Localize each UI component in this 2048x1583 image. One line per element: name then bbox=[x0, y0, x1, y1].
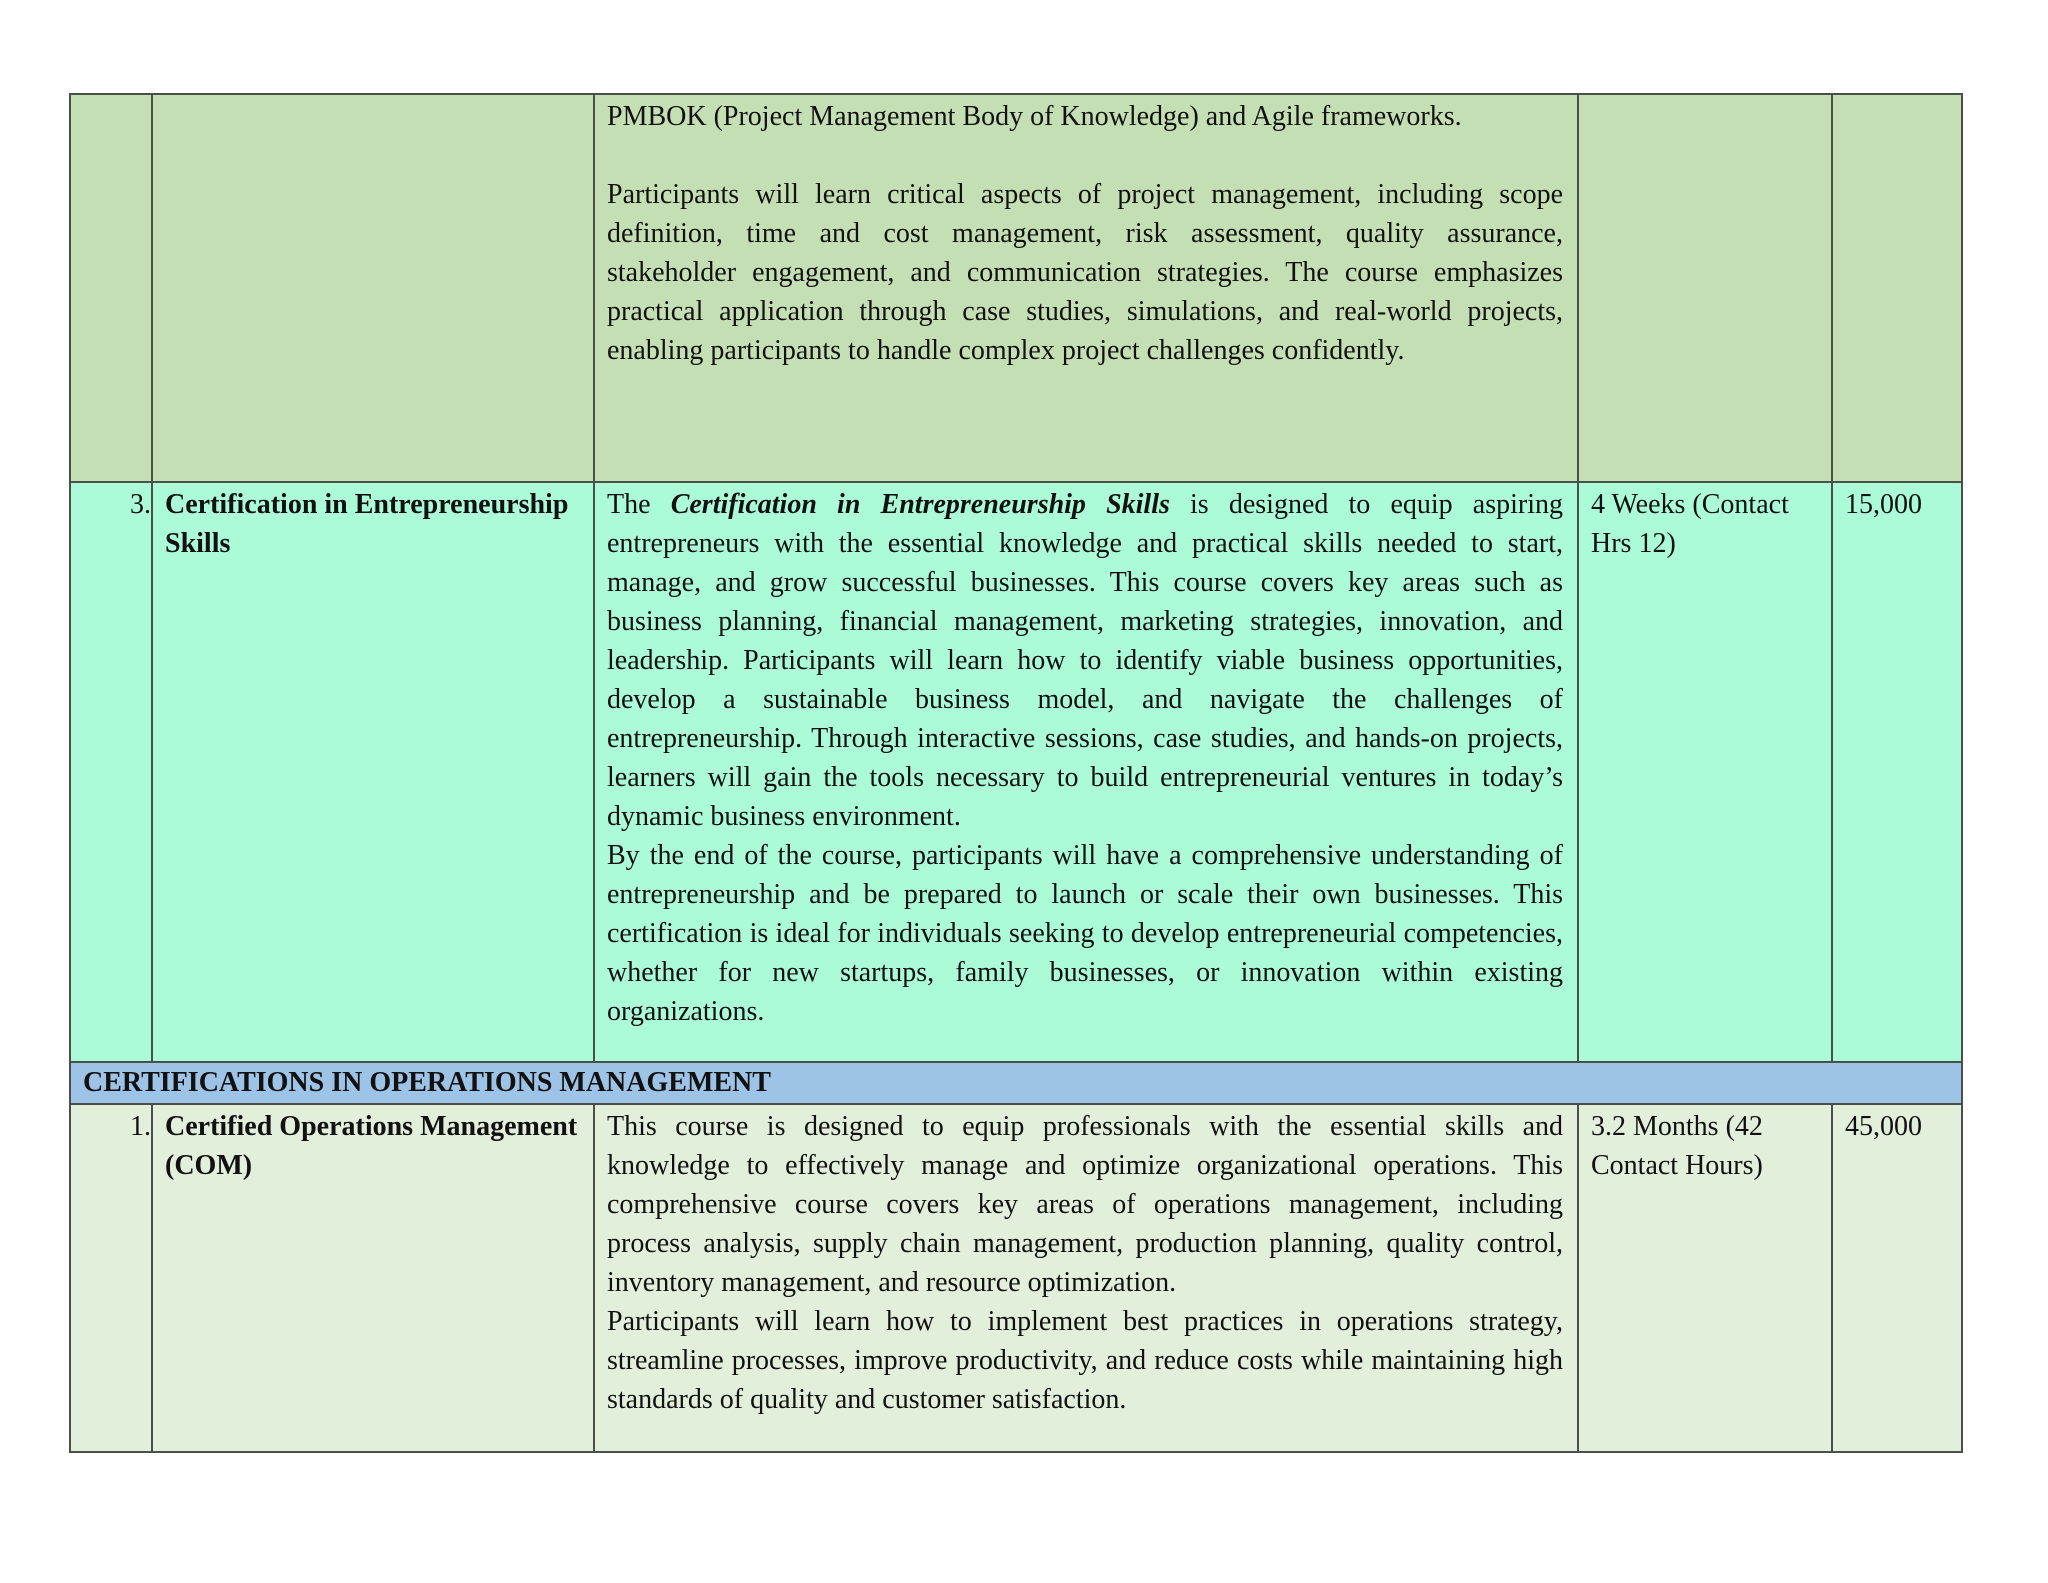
description-body: is designed to equip aspiring entrepreneurs with the essential knowledge and practical skills needed to start, manage, and grow successful businesses. This course covers key areas such as business planning, financial management, marketing strategies, innovation, and leadership. Participants will learn how to identify viable business opportunities, develop a sustainable business model, and navigate the challenges of entrepreneurship. Through interactive sessions, case studies, and hands-on projects, learners will gain the tools necessary to build entrepreneurial ventures in today’s dynamic business environment. bbox=[607, 489, 1564, 832]
row-number bbox=[70, 94, 152, 482]
description-paragraph bbox=[607, 485, 1563, 836]
course-title: Certified Operations Management (COM) bbox=[152, 1104, 594, 1452]
course-name-emphasis: Certification in Entrepreneurship Skills bbox=[670, 489, 1170, 520]
table-row-pmp-continued bbox=[70, 94, 1962, 482]
section-header-row bbox=[70, 1062, 1962, 1104]
description-paragraph: This course is designed to equip professionals with the essential skills and knowledge to effectively manage and optimize organizational operations. This comprehensive course covers key areas of operations management, including process analysis, supply chain management, production planning, quality control, inventory management, and resource optimization. bbox=[607, 1111, 1563, 1298]
course-fee: 45,000 bbox=[1832, 1104, 1962, 1452]
row-number: 3. bbox=[70, 482, 152, 1062]
course-fee bbox=[1832, 94, 1962, 482]
course-fee: 15,000 bbox=[1832, 482, 1962, 1062]
course-duration: 4 Weeks (Contact Hrs 12) bbox=[1578, 482, 1832, 1062]
description-paragraph: By the end of the course, participants will have a comprehensive understanding of entrepreneurship and be prepared to launch or scale their own businesses. This certification is ideal for individuals seeking to develop entrepreneurial competencies, whether for new startups, family businesses, or innovation within existing organizations. bbox=[607, 840, 1563, 1027]
certifications-table bbox=[69, 93, 1963, 1453]
course-description bbox=[594, 94, 1578, 482]
section-title: CERTIFICATIONS IN OPERATIONS MANAGEMENT bbox=[70, 1062, 1962, 1104]
description-paragraph: PMBOK (Project Management Body of Knowledge) and Agile frameworks. bbox=[607, 101, 1462, 132]
table-row-com bbox=[70, 1104, 1962, 1452]
description-intro: The bbox=[607, 489, 671, 520]
course-description bbox=[594, 482, 1578, 1062]
description-paragraph: Participants will learn how to implement best practices in operations strategy, streamline processes, improve productivity, and reduce costs while maintaining high standards of quality and customer satisfaction. bbox=[607, 1306, 1563, 1415]
row-number: 1. bbox=[70, 1104, 152, 1452]
course-duration: 3.2 Months (42 Contact Hours) bbox=[1578, 1104, 1832, 1452]
course-description bbox=[594, 1104, 1578, 1452]
description-paragraph: Participants will learn critical aspects of project management, including scope definition, time and cost management, risk assessment, quality assurance, stakeholder engagement, and communication strategies. The course emphasizes practical application through case studies, simulations, and real-world projects, enabling participants to handle complex project challenges confidently. bbox=[607, 179, 1563, 366]
course-title: Certification in Entrepreneurship Skills bbox=[152, 482, 594, 1062]
course-duration bbox=[1578, 94, 1832, 482]
table-row-entrepreneurship bbox=[70, 482, 1962, 1062]
course-title bbox=[152, 94, 594, 482]
